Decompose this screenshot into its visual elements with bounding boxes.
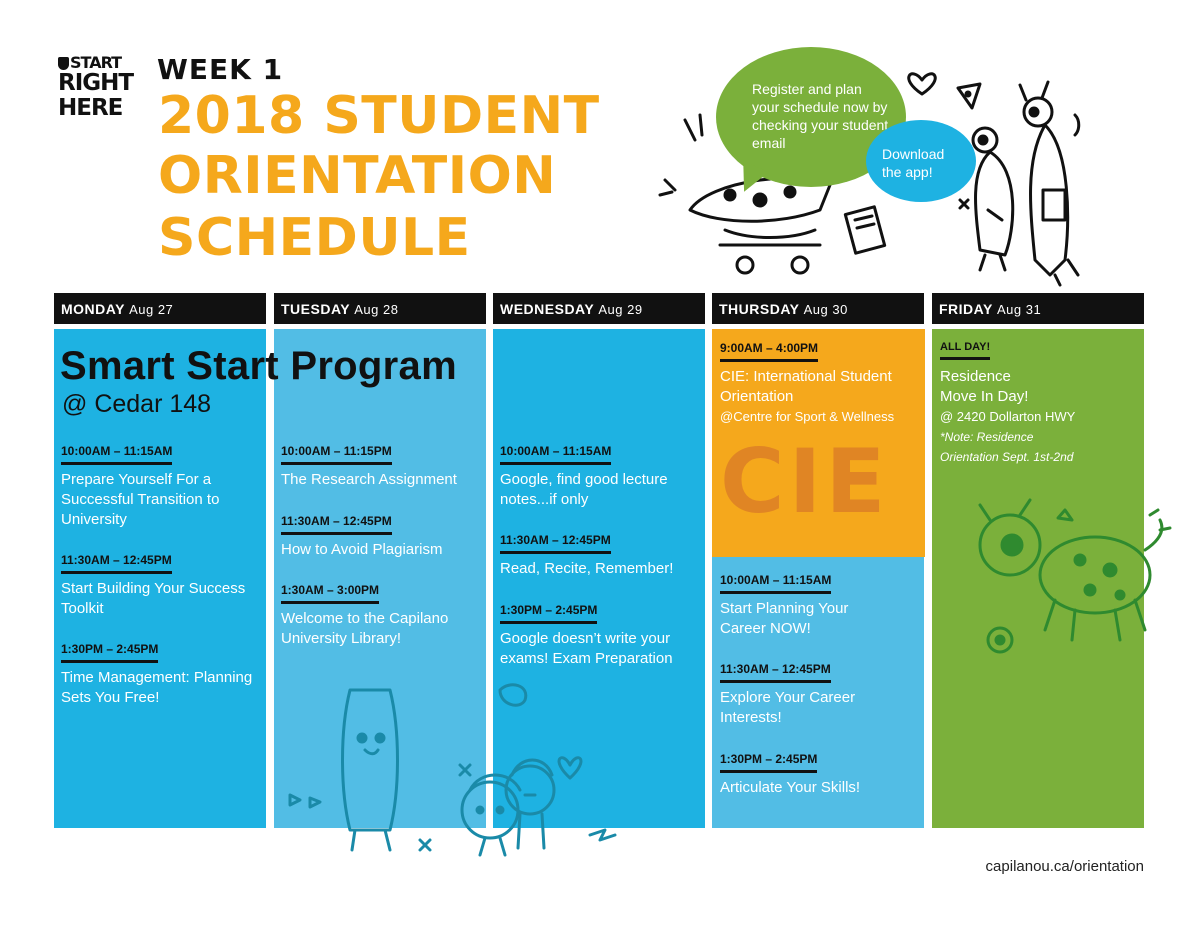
session-title: Welcome to the Capilano University Library! [281, 610, 449, 647]
session-title: The Research Assignment [281, 471, 457, 488]
session-title: Prepare Yourself For a Successful Transition to University [61, 471, 220, 528]
day-name: THURSDAY [719, 301, 800, 317]
session-time: 11:30AM – 12:45PM [500, 533, 611, 554]
shield-icon [58, 57, 69, 70]
week-label: WEEK 1 [157, 53, 284, 86]
day-header-label [719, 301, 848, 317]
session-title: How to Avoid Plagiarism [281, 541, 443, 558]
title-line-2: ORIENTATION [158, 146, 557, 206]
session-time: 10:00AM – 11:15AM [720, 573, 831, 594]
session-time: 1:30PM – 2:45PM [61, 642, 158, 663]
day-header-label [281, 301, 398, 317]
session-time: 11:30AM – 12:45PM [720, 662, 831, 683]
footer-url[interactable]: capilanou.ca/orientation [985, 858, 1144, 875]
session-title: CIE: International Student Orientation [720, 368, 892, 405]
session-time: 11:30AM – 12:45PM [281, 514, 392, 535]
residence-note-line-2: Orientation Sept. 1st-2nd [940, 450, 1074, 464]
day-header-label [500, 301, 643, 317]
session-time: 1:30AM – 3:00PM [281, 583, 379, 604]
green-creature-illustration [960, 490, 1180, 670]
start-right-here-logo [58, 55, 138, 130]
register-bubble-text: Register and plan your schedule now by checking your student email [752, 81, 889, 151]
session-title: Start Building Your Success Toolkit [61, 580, 246, 617]
session-time: 10:00AM – 11:15AM [500, 444, 611, 465]
session-location: @Centre for Sport & Wellness [720, 409, 895, 424]
session-time: 10:00AM – 11:15AM [61, 444, 172, 465]
day-date: Aug 29 [598, 302, 643, 317]
day-date: Aug 31 [996, 302, 1042, 317]
day-date: Aug 27 [129, 302, 174, 317]
session-title: Read, Recite, Remember! [500, 560, 674, 577]
day-header [932, 293, 1144, 324]
day-name: FRIDAY [939, 301, 993, 317]
residence-title-line-1: Residence [940, 368, 1011, 385]
smart-start-location: @ Cedar 148 [62, 390, 212, 418]
day-date: Aug 30 [803, 302, 848, 317]
day-header [712, 293, 924, 324]
day-name: MONDAY [61, 301, 125, 317]
all-day-label: ALL DAY! [940, 341, 990, 360]
logo-line-3: HERE [58, 95, 123, 121]
residence-title-line-2: Move In Day! [940, 388, 1029, 405]
blue-characters-illustration [280, 670, 620, 860]
day-name: TUESDAY [281, 301, 350, 317]
session-title: Start Planning Your Career NOW! [720, 600, 849, 637]
day-header [493, 293, 705, 324]
title-line-3: SCHEDULE [158, 208, 471, 268]
residence-location: @ 2420 Dollarton HWY [940, 409, 1076, 424]
day-header-label [61, 301, 173, 317]
residence-note-line-1: *Note: Residence [940, 430, 1034, 444]
day-date: Aug 28 [354, 302, 399, 317]
session-title: Google, find good lecture notes...if only [500, 471, 668, 508]
day-header-label [939, 301, 1041, 317]
logo-line-2: RIGHT [58, 70, 134, 96]
logo-line-1: START [70, 53, 122, 72]
session-title: Google doesn’t write your exams! Exam Preparation [500, 630, 673, 667]
session-title: Explore Your Career Interests! [720, 689, 856, 726]
session-time: 11:30AM – 12:45PM [61, 553, 172, 574]
session-time: 10:00AM – 11:15PM [281, 444, 392, 465]
download-app-text: Download the app! [882, 146, 945, 180]
day-name: WEDNESDAY [500, 301, 594, 317]
session-time: 9:00AM – 4:00PM [720, 341, 818, 362]
title-line-1: 2018 STUDENT [158, 86, 600, 146]
smart-start-title: Smart Start Program [60, 344, 457, 388]
session-time: 1:30PM – 2:45PM [500, 603, 597, 624]
session-title: Articulate Your Skills! [720, 779, 861, 796]
day-header [274, 293, 486, 324]
session-time: 1:30PM – 2:45PM [720, 752, 817, 773]
cie-big-text: CIE [720, 430, 890, 533]
day-header [54, 293, 266, 324]
session-title: Time Management: Planning Sets You Free! [61, 669, 253, 706]
